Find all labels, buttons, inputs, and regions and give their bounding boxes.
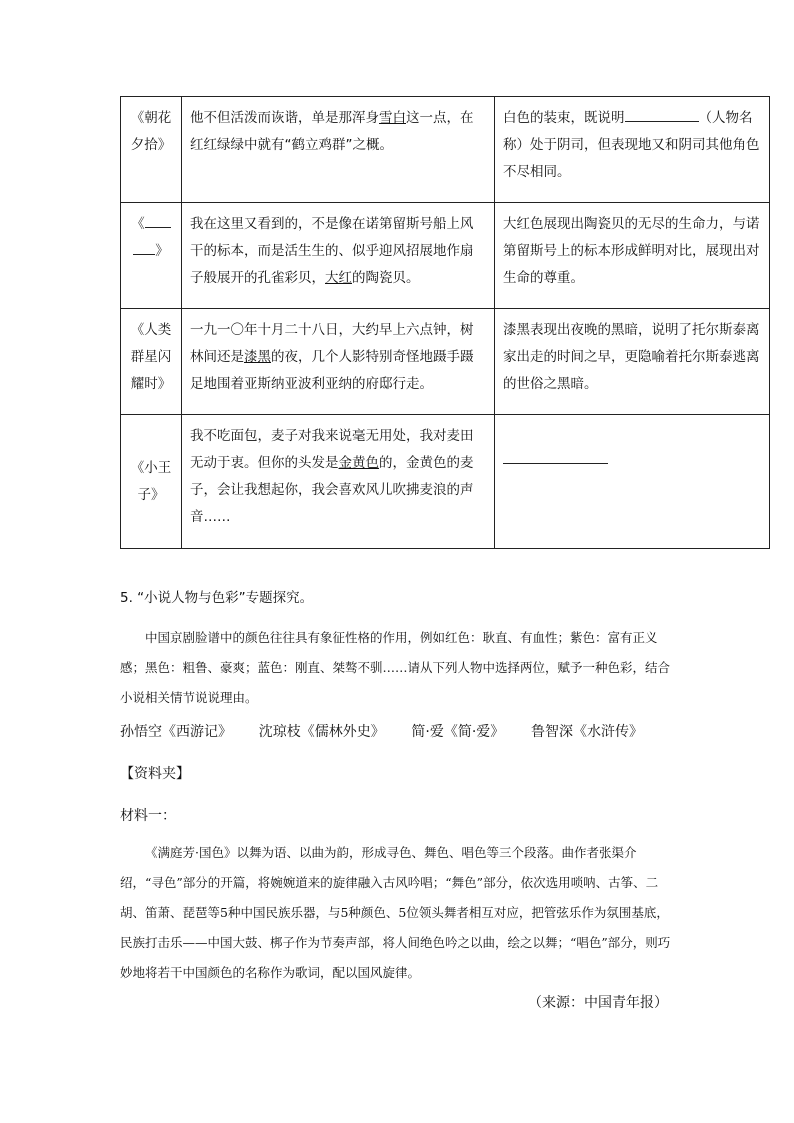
work-cell: 《朝花夕拾》 — [121, 97, 182, 203]
source-note: （来源：中国青年报） — [528, 995, 668, 1011]
answer-blank[interactable] — [133, 240, 155, 255]
table-row — [121, 203, 770, 309]
intro-paragraph: 中国京剧脸谱中的颜色往往具有象征性格的作用，例如红色：耿直、有血性；紫色：富有正义感；黑色：粗鲁、豪爽；蓝色：刚直、桀骜不驯……请从下列人物中选择两位，赋予一种色彩，结合小说相关情节说说理由。 — [120, 630, 671, 705]
resource-folder-heading: 【资料夹】 — [120, 766, 190, 782]
analysis-cell[interactable] — [495, 415, 770, 549]
work-cell: 《人类群星闪耀时》 — [121, 309, 182, 415]
answer-blank[interactable] — [625, 107, 699, 122]
character-list — [120, 721, 643, 741]
literature-color-table — [120, 96, 770, 549]
character-item: 鲁智深《水浒传》 — [531, 724, 644, 740]
highlight-word: 大红 — [325, 270, 352, 286]
excerpt-cell: 他不但活泼而诙谐，单是那浑身雪白这一点，在红红绿绿中就有“鹤立鸡群”之概。 — [182, 97, 495, 203]
question-5-title: 5. “小说人物与色彩”专题探究。 — [120, 590, 314, 606]
analysis-cell: 白色的装束，既说明 （人物名称）处于阴司，但表现地又和阴司其他角色不尽相同。 — [495, 97, 770, 203]
highlight-word: 漆黑 — [244, 349, 271, 365]
highlight-word: 金黄色 — [338, 455, 379, 471]
character-item: 孙悟空《西游记》 — [120, 724, 232, 740]
answer-blank[interactable] — [145, 213, 171, 228]
character-item: 沈琼枝《儒林外史》 — [258, 724, 385, 740]
material-1-label: 材料一： — [120, 808, 176, 824]
table-row — [121, 97, 770, 203]
excerpt-cell: 我不吃面包，麦子对我来说毫无用处，我对麦田无动于衷。但你的头发是金黄色的，金黄色的麦子，会让我想起你，我会喜欢风儿吹拂麦浪的声音…… — [182, 415, 495, 549]
work-cell: 《 》 — [121, 203, 182, 309]
table-row — [121, 415, 770, 549]
excerpt-cell: 一九一〇年十月二十八日，大约早上六点钟，树林间还是漆黑的夜，几个人影特别奇怪地蹑手蹑足地围着亚斯纳亚波利亚纳的府邸行走。 — [182, 309, 495, 415]
answer-blank[interactable] — [503, 463, 608, 464]
excerpt-cell: 我在这里又看到的，不是像在诺第留斯号船上风干的标本，而是活生生的、似乎迎风招展地作扇子般展开的孔雀彩贝，大红的陶瓷贝。 — [182, 203, 495, 309]
highlight-word: 雪白 — [379, 110, 406, 126]
material-1-text: 《满庭芳·国色》以舞为语、以曲为韵，形成寻色、舞色、唱色等三个段落。曲作者张渠介绍，“寻色”部分的开篇，将婉婉道来的旋律融入古风吟唱；“舞色”部分，依次选用唢呐、古筝、二胡、笛萧、琵琶等5种中国民族乐器，与5种颜色、5位领头舞者相互对应，把管弦乐作为氛围基底，民族打击乐——中国大鼓、梆子作为节奏声部，将人间绝色吟之以曲，绘之以舞；“唱色”部分，则巧妙地将若干中国颜色的名称作为歌词，配以国风旋律。 — [120, 845, 671, 980]
analysis-cell: 漆黑表现出夜晚的黑暗，说明了托尔斯泰离家出走的时间之早，更隐喻着托尔斯泰逃离的世俗之黑暗。 — [495, 309, 770, 415]
table-row — [121, 309, 770, 415]
analysis-cell: 大红色展现出陶瓷贝的无尽的生命力，与诺第留斯号上的标本形成鲜明对比，展现出对生命的尊重。 — [495, 203, 770, 309]
character-item: 简·爱《简·爱》 — [411, 724, 505, 740]
work-cell: 《小王子》 — [121, 415, 182, 549]
